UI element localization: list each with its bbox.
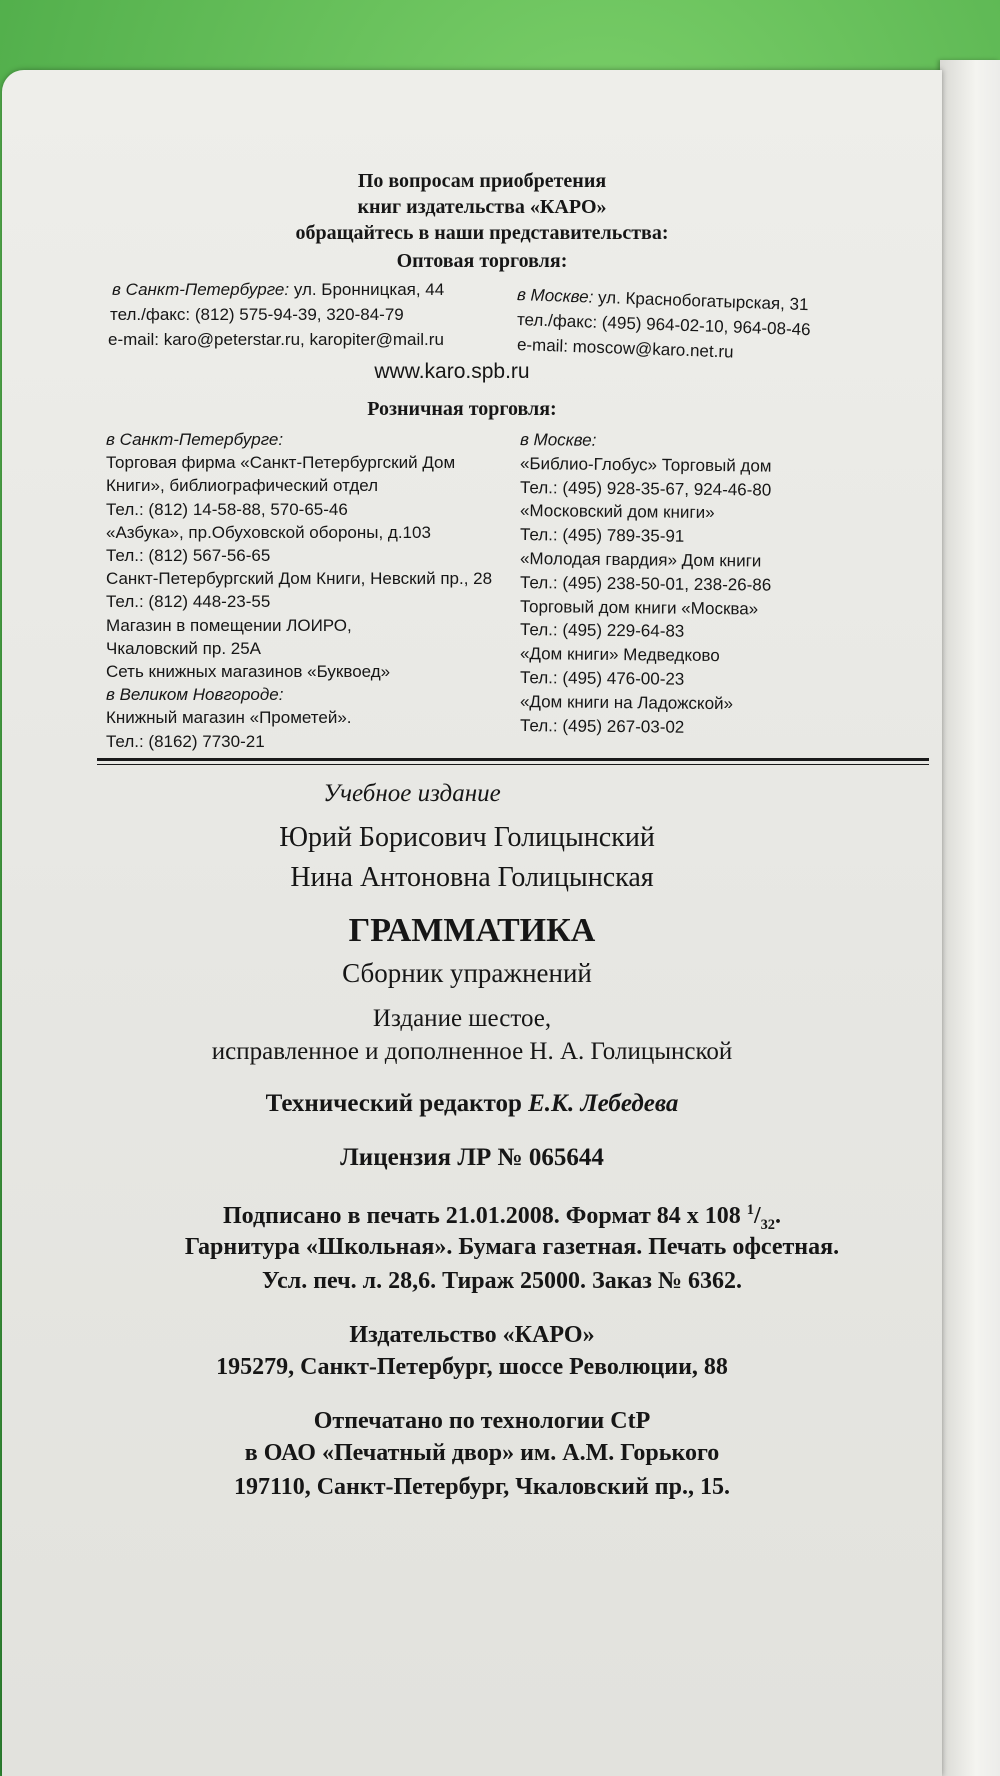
printer-line-3: 197110, Санкт-Петербург, Чкаловский пр., 15.: [234, 1474, 730, 1500]
wholesale-msk-phone: тел./факс: (495) 964-02-10, 964-08-46: [516, 310, 811, 340]
print-line-2: Гарнитура «Школьная». Бумага газетная. Печать офсетная.: [184, 1234, 840, 1260]
retail-left-line: Сеть книжных магазинов «Буквоед»: [106, 662, 391, 681]
retail-right-line: «Дом книги на Ладожской»: [519, 691, 734, 714]
next-page-edge: [940, 60, 1000, 1776]
header-line-3: обращайтесь в наши представительства:: [295, 222, 669, 244]
retail-right-line: Тел.: (495) 928-35-67, 924-46-80: [519, 477, 772, 500]
wholesale-heading: Оптовая торговля:: [396, 250, 568, 272]
wholesale-spb-street: ул. Бронницкая, 44: [289, 280, 445, 299]
retail-right-line: «Дом книги» Медведково: [519, 644, 720, 666]
publisher-address: 195279, Санкт-Петербург, шоссе Революции, 88: [216, 1354, 728, 1380]
header-line-1: По вопросам приобретения: [357, 170, 607, 192]
retail-left-line: Магазин в помещении ЛОИРО,: [106, 615, 352, 635]
technical-editor: [2, 1090, 942, 1118]
retail-right-line: Торговый дом книги «Москва»: [519, 596, 759, 619]
print-line-3: Усл. печ. л. 28,6. Тираж 25000. Заказ № 6362.: [262, 1268, 742, 1294]
retail-right-line: Тел.: (495) 229-64-83: [519, 620, 685, 642]
print-signed-text: Подписано в печать 21.01.2008. Формат 84 х 108: [223, 1203, 747, 1229]
retail-right-line: Тел.: (495) 238-50-01, 238-26-86: [519, 572, 772, 595]
retail-left-line: Торговая фирма «Санкт-Петербургский Дом: [106, 453, 456, 473]
retail-right-line: Тел.: (495) 476-00-23: [519, 668, 685, 689]
book-title: ГРАММАТИКА: [348, 912, 596, 949]
retail-left-line: Тел.: (8162) 7730-21: [106, 731, 265, 751]
page-content: [2, 70, 942, 1776]
editor-label: Технический редактор: [265, 1090, 529, 1117]
retail-right-line: в Москве:: [519, 430, 597, 450]
wholesale-spb-address: [112, 280, 444, 300]
wholesale-msk-street: ул. Краснобогатырская, 31: [593, 287, 809, 315]
edition-number: Издание шестое,: [372, 1005, 552, 1032]
retail-left-line: в Санкт-Петербурге:: [106, 430, 284, 449]
retail-left-line: Чкаловский пр. 25А: [106, 638, 262, 658]
retail-left-line: Тел.: (812) 448-23-55: [106, 592, 271, 612]
wholesale-msk-city: в Москве:: [516, 285, 594, 307]
retail-left-line: Санкт-Петербургский Дом Книги, Невский пр., 28: [106, 569, 493, 589]
retail-left-line: Книжный магазин «Прометей».: [106, 708, 352, 728]
edition-note: исправленное и дополненное Н. А. Голицынской: [211, 1038, 733, 1065]
book-subtitle: Сборник упражнений: [342, 958, 592, 988]
book-page: [2, 70, 942, 1776]
author-1: Юрий Борисович Голицынский: [279, 822, 655, 853]
retail-left-line: «Азбука», пр.Обуховской обороны, д.103: [106, 522, 431, 542]
retail-left-line: Тел.: (812) 14-58-88, 570-65-46: [106, 499, 348, 519]
retail-right-line: «Молодая гвардия» Дом книги: [519, 549, 762, 571]
wholesale-spb-city: в Санкт-Петербурге:: [112, 280, 290, 299]
license: Лицензия ЛР № 065644: [340, 1144, 604, 1171]
printer-line-2: в ОАО «Печатный двор» им. А.М. Горького: [244, 1440, 720, 1466]
divider-thick: [97, 758, 929, 761]
wholesale-spb-email: e-mail: karo@peterstar.ru, karopiter@mail.ru: [108, 330, 444, 349]
header-line-2: книг издательства «КАРО»: [357, 196, 607, 218]
wholesale-msk-email: e-mail: moscow@karo.net.ru: [516, 335, 734, 362]
website-link[interactable]: www.karo.spb.ru: [374, 360, 530, 383]
wholesale-spb-phone: тел./факс: (812) 575-94-39, 320-84-79: [110, 305, 404, 324]
print-line-1: Подписано в печать 21.01.2008. Формат 84 х 108 $^1/_{32}$.: [223, 1202, 781, 1233]
printer-line-1: Отпечатано по технологии CtP: [313, 1408, 651, 1434]
retail-right-line: Тел.: (495) 789-35-91: [519, 525, 685, 546]
retail-left-line: в Великом Новгороде:: [106, 685, 284, 705]
retail-left-line: Тел.: (812) 567-56-65: [106, 546, 271, 565]
author-2: Нина Антоновна Голицынская: [290, 862, 654, 893]
retail-heading: Розничная торговля:: [367, 398, 557, 420]
retail-left-line: Книги», библиографический отдел: [106, 476, 379, 496]
format-numerator: 1: [746, 1202, 754, 1218]
edition-type: Учебное издание: [323, 780, 501, 807]
editor-name: Е.К. Лебедева: [528, 1090, 679, 1117]
retail-right-line: Тел.: (495) 267-03-02: [519, 715, 685, 737]
format-denominator: 32: [760, 1216, 775, 1233]
publisher: Издательство «КАРО»: [349, 1322, 595, 1348]
divider-thin: [97, 764, 929, 765]
retail-right-line: «Московский дом книги»: [519, 501, 715, 523]
retail-right-line: «Библио-Глобус» Торговый дом: [519, 453, 772, 476]
